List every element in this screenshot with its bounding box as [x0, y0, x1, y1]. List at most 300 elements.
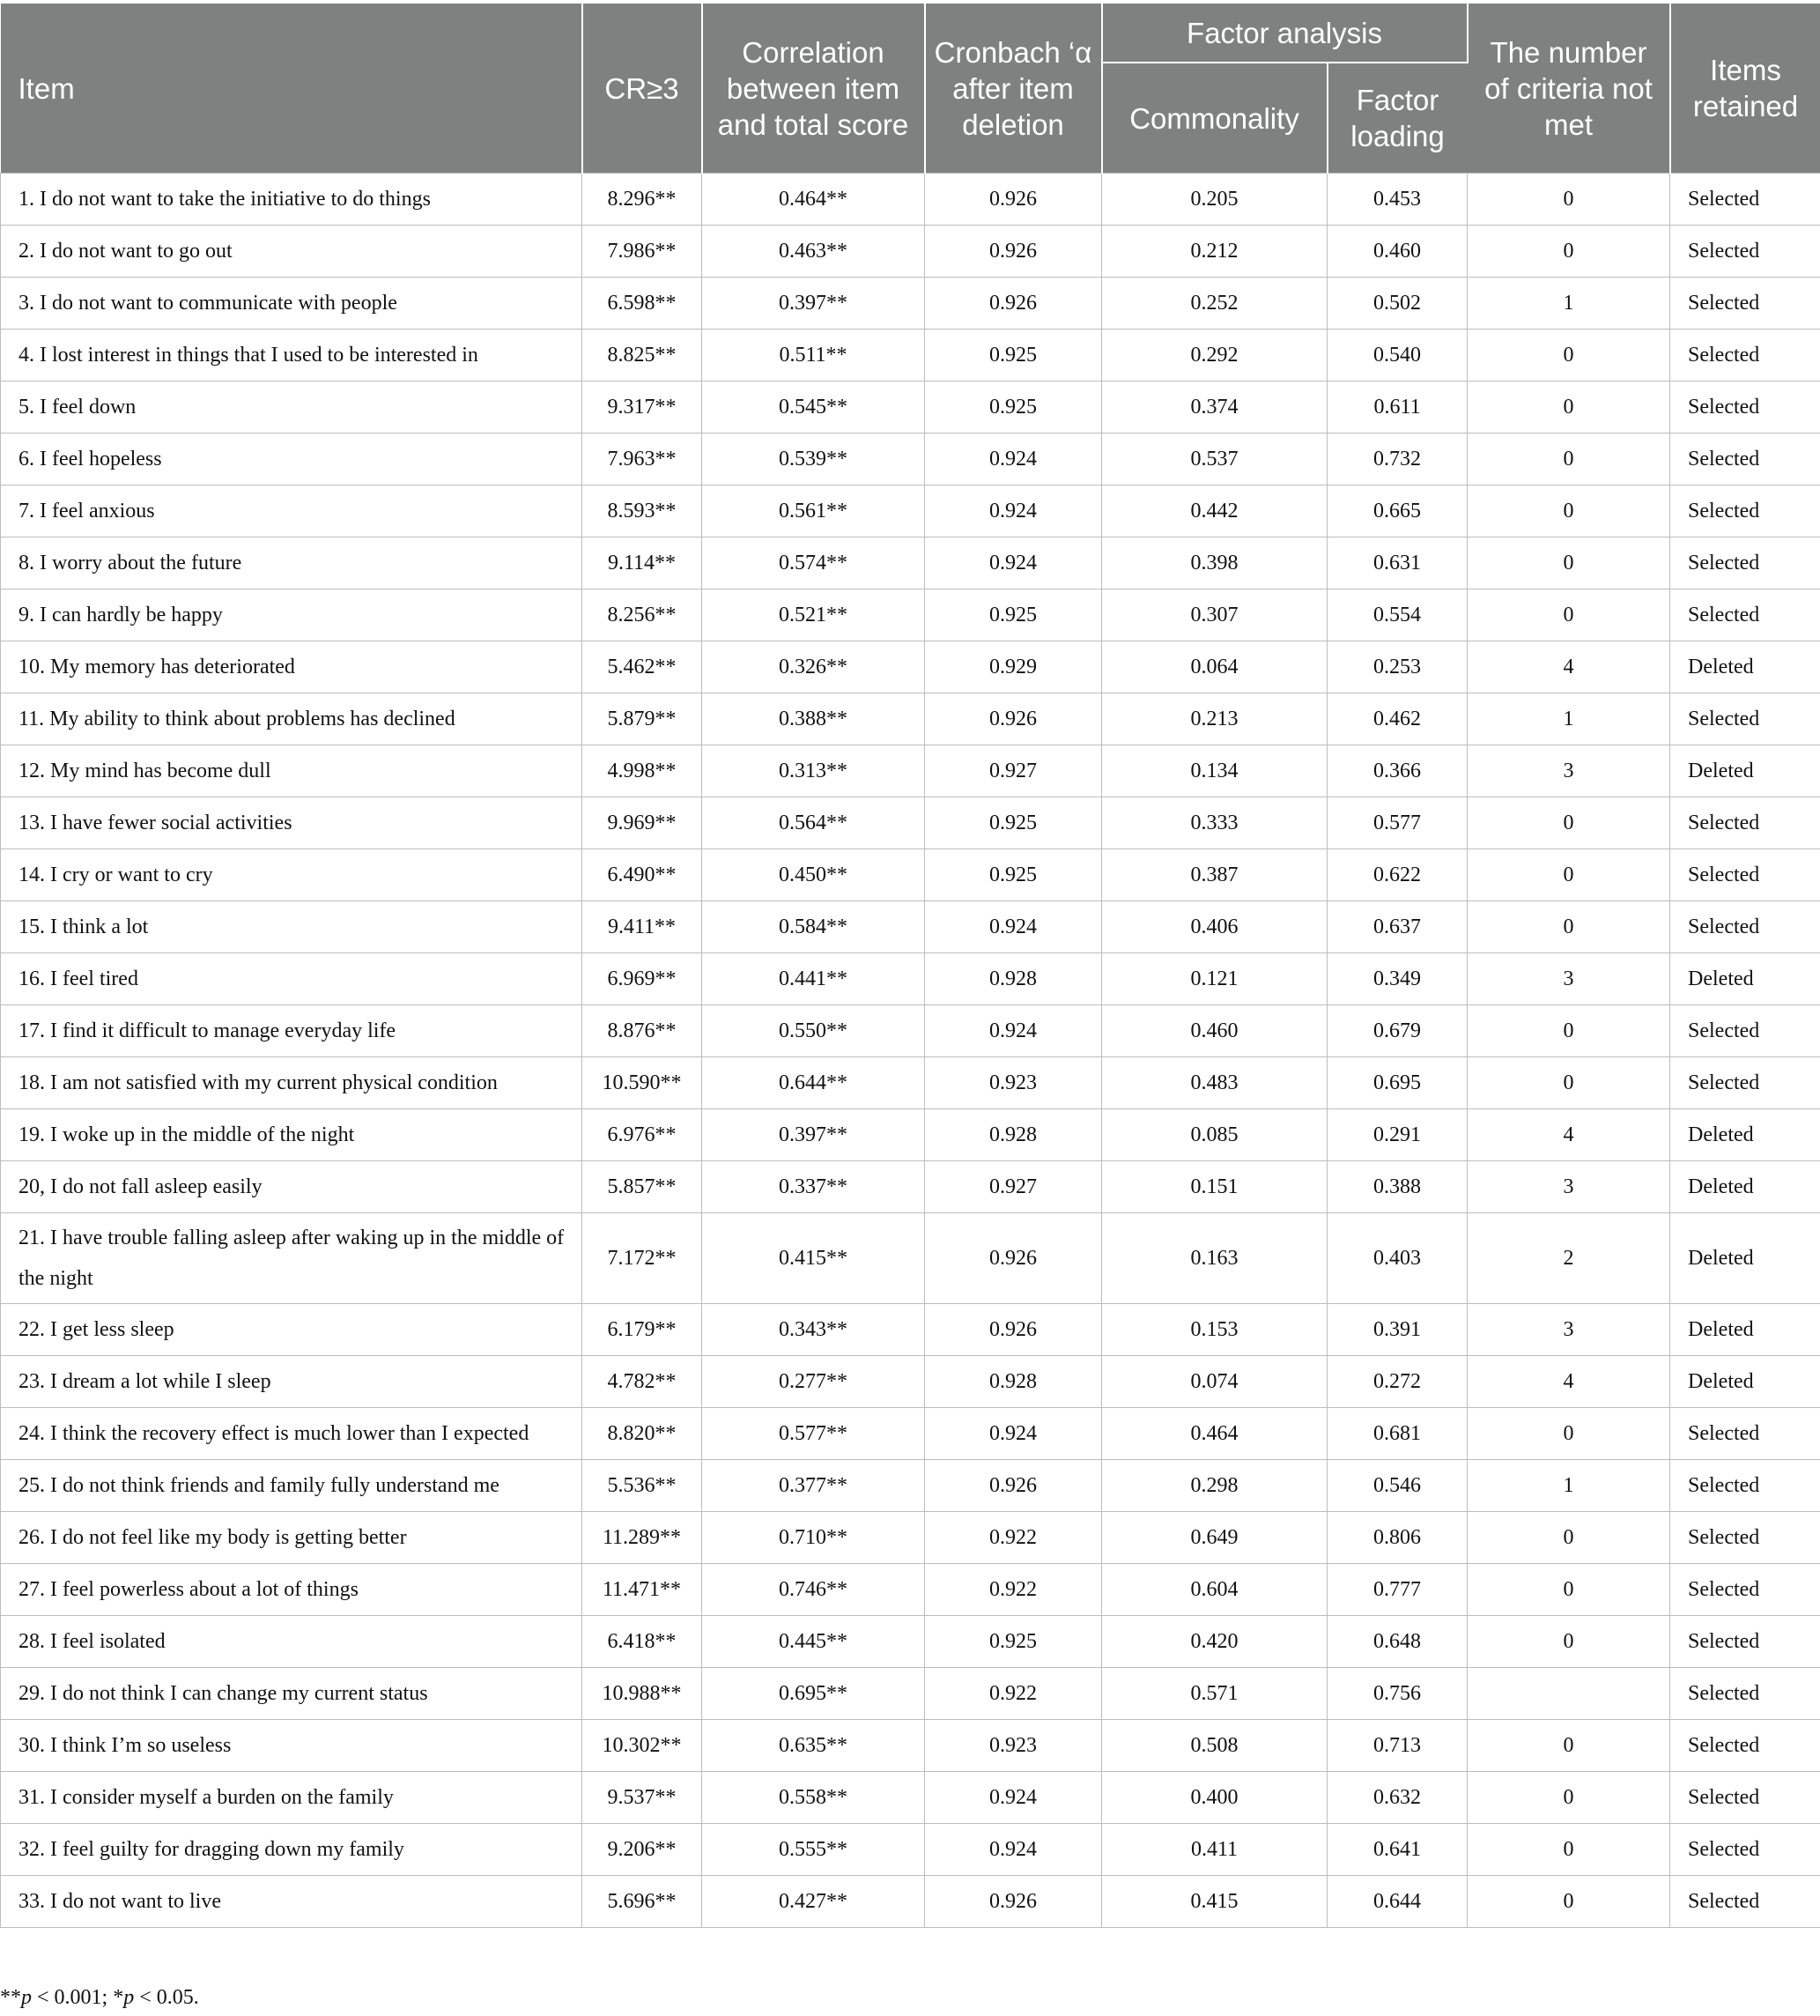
correlation-cell: 0.644**: [702, 1057, 925, 1109]
item-cell: 4. I lost interest in things that I used to be interested in: [1, 330, 582, 382]
correlation-cell: 0.441**: [702, 953, 925, 1005]
correlation-cell: 0.388**: [702, 693, 925, 745]
item-cell: 17. I find it difficult to manage everyday life: [1, 1005, 582, 1057]
commonality-cell: 0.571: [1102, 1668, 1328, 1720]
cronbach-cell: 0.926: [925, 1213, 1102, 1304]
table-row: [1, 1824, 1820, 1876]
criteria-cell: 0: [1468, 1824, 1670, 1876]
footnote-p-2: p: [123, 1986, 135, 2009]
cronbach-cell: 0.925: [925, 849, 1102, 901]
retained-cell: Selected: [1670, 226, 1820, 278]
table-row: [1, 174, 1820, 226]
criteria-cell: [1468, 1668, 1670, 1720]
retained-cell: Selected: [1670, 434, 1820, 485]
retained-cell: Selected: [1670, 1772, 1820, 1824]
table-row: [1, 226, 1820, 278]
header-item: Item: [1, 4, 582, 174]
retained-cell: Selected: [1670, 1876, 1820, 1928]
factor-loading-cell: 0.540: [1328, 330, 1468, 382]
correlation-cell: 0.577**: [702, 1408, 925, 1460]
retained-cell: Deleted: [1670, 1109, 1820, 1161]
table-row: [1, 1720, 1820, 1772]
item-cell: 32. I feel guilty for dragging down my family: [1, 1824, 582, 1876]
retained-cell: Deleted: [1670, 1356, 1820, 1408]
correlation-cell: 0.710**: [702, 1512, 925, 1564]
retained-cell: Selected: [1670, 693, 1820, 745]
retained-cell: Selected: [1670, 1057, 1820, 1109]
table-row: [1, 849, 1820, 901]
commonality-cell: 0.537: [1102, 434, 1328, 485]
correlation-cell: 0.277**: [702, 1356, 925, 1408]
criteria-cell: 3: [1468, 745, 1670, 797]
table-row: [1, 382, 1820, 434]
correlation-cell: 0.397**: [702, 1109, 925, 1161]
item-cell: 1. I do not want to take the initiative to do things: [1, 174, 582, 226]
item-cell: 2. I do not want to go out: [1, 226, 582, 278]
cr-cell: 8.296**: [582, 174, 702, 226]
commonality-cell: 0.400: [1102, 1772, 1328, 1824]
criteria-cell: 0: [1468, 1408, 1670, 1460]
table-row: [1, 745, 1820, 797]
cr-cell: 9.411**: [582, 901, 702, 953]
retained-cell: Selected: [1670, 797, 1820, 849]
cr-cell: 5.879**: [582, 693, 702, 745]
correlation-cell: 0.445**: [702, 1616, 925, 1668]
table-row: [1, 1460, 1820, 1512]
criteria-cell: 0: [1468, 382, 1670, 434]
correlation-cell: 0.558**: [702, 1772, 925, 1824]
cr-cell: 8.825**: [582, 330, 702, 382]
item-cell: 10. My memory has deteriorated: [1, 641, 582, 693]
factor-loading-cell: 0.460: [1328, 226, 1468, 278]
cr-cell: 11.471**: [582, 1564, 702, 1616]
criteria-cell: 0: [1468, 174, 1670, 226]
commonality-cell: 0.252: [1102, 278, 1328, 330]
retained-cell: Selected: [1670, 1720, 1820, 1772]
correlation-cell: 0.521**: [702, 589, 925, 641]
commonality-cell: 0.460: [1102, 1005, 1328, 1057]
item-cell: 24. I think the recovery effect is much lower than I expected: [1, 1408, 582, 1460]
table-row: [1, 901, 1820, 953]
correlation-cell: 0.427**: [702, 1876, 925, 1928]
criteria-cell: 0: [1468, 1005, 1670, 1057]
item-cell: 21. I have trouble falling asleep after waking up in the middle of the night: [1, 1213, 582, 1304]
table-row: [1, 1109, 1820, 1161]
correlation-cell: 0.545**: [702, 382, 925, 434]
table-row: [1, 434, 1820, 485]
correlation-cell: 0.450**: [702, 849, 925, 901]
criteria-cell: 0: [1468, 849, 1670, 901]
commonality-cell: 0.085: [1102, 1109, 1328, 1161]
item-cell: 11. My ability to think about problems has declined: [1, 693, 582, 745]
retained-cell: Selected: [1670, 1512, 1820, 1564]
cronbach-cell: 0.926: [925, 226, 1102, 278]
correlation-cell: 0.464**: [702, 174, 925, 226]
retained-cell: Selected: [1670, 1460, 1820, 1512]
criteria-cell: 3: [1468, 1161, 1670, 1213]
retained-cell: Deleted: [1670, 1161, 1820, 1213]
retained-cell: Selected: [1670, 901, 1820, 953]
commonality-cell: 0.134: [1102, 745, 1328, 797]
cr-cell: 8.593**: [582, 485, 702, 537]
footnote: [0, 1986, 199, 2010]
cr-cell: 5.536**: [582, 1460, 702, 1512]
commonality-cell: 0.212: [1102, 226, 1328, 278]
cronbach-cell: 0.927: [925, 745, 1102, 797]
cr-cell: 4.998**: [582, 745, 702, 797]
item-cell: 18. I am not satisfied with my current physical condition: [1, 1057, 582, 1109]
factor-loading-cell: 0.665: [1328, 485, 1468, 537]
item-cell: 23. I dream a lot while I sleep: [1, 1356, 582, 1408]
correlation-cell: 0.574**: [702, 537, 925, 589]
cronbach-cell: 0.923: [925, 1057, 1102, 1109]
retained-cell: Selected: [1670, 330, 1820, 382]
correlation-cell: 0.337**: [702, 1161, 925, 1213]
footnote-p-1: p: [21, 1986, 32, 2009]
factor-loading-cell: 0.681: [1328, 1408, 1468, 1460]
cronbach-cell: 0.926: [925, 1304, 1102, 1356]
header-criteria-not-met: The number of criteria not met: [1468, 4, 1670, 174]
table-row: [1, 1057, 1820, 1109]
commonality-cell: 0.483: [1102, 1057, 1328, 1109]
cronbach-cell: 0.924: [925, 537, 1102, 589]
correlation-cell: 0.397**: [702, 278, 925, 330]
commonality-cell: 0.464: [1102, 1408, 1328, 1460]
correlation-cell: 0.326**: [702, 641, 925, 693]
cronbach-cell: 0.926: [925, 278, 1102, 330]
item-cell: 29. I do not think I can change my current status: [1, 1668, 582, 1720]
correlation-cell: 0.415**: [702, 1213, 925, 1304]
item-cell: 7. I feel anxious: [1, 485, 582, 537]
item-cell: 5. I feel down: [1, 382, 582, 434]
factor-loading-cell: 0.713: [1328, 1720, 1468, 1772]
criteria-cell: 0: [1468, 226, 1670, 278]
cr-cell: 6.490**: [582, 849, 702, 901]
commonality-cell: 0.508: [1102, 1720, 1328, 1772]
correlation-cell: 0.343**: [702, 1304, 925, 1356]
table-row: [1, 797, 1820, 849]
table-row: [1, 1772, 1820, 1824]
cronbach-cell: 0.925: [925, 797, 1102, 849]
factor-loading-cell: 0.637: [1328, 901, 1468, 953]
table-row: [1, 278, 1820, 330]
correlation-cell: 0.463**: [702, 226, 925, 278]
cr-cell: 9.969**: [582, 797, 702, 849]
cr-cell: 6.598**: [582, 278, 702, 330]
header-cr: CR≥3: [582, 4, 702, 174]
item-cell: 9. I can hardly be happy: [1, 589, 582, 641]
table-row: [1, 1356, 1820, 1408]
correlation-cell: 0.746**: [702, 1564, 925, 1616]
cr-cell: 10.590**: [582, 1057, 702, 1109]
retained-cell: Selected: [1670, 278, 1820, 330]
correlation-cell: 0.555**: [702, 1824, 925, 1876]
commonality-cell: 0.415: [1102, 1876, 1328, 1928]
table-row: [1, 1512, 1820, 1564]
cr-cell: 9.114**: [582, 537, 702, 589]
cronbach-cell: 0.924: [925, 1408, 1102, 1460]
cronbach-cell: 0.924: [925, 1824, 1102, 1876]
commonality-cell: 0.604: [1102, 1564, 1328, 1616]
commonality-cell: 0.151: [1102, 1161, 1328, 1213]
factor-loading-cell: 0.611: [1328, 382, 1468, 434]
factor-loading-cell: 0.502: [1328, 278, 1468, 330]
correlation-cell: 0.564**: [702, 797, 925, 849]
retained-cell: Selected: [1670, 1005, 1820, 1057]
table-row: [1, 1564, 1820, 1616]
criteria-cell: 0: [1468, 1512, 1670, 1564]
cr-cell: 6.969**: [582, 953, 702, 1005]
item-cell: 31. I consider myself a burden on the family: [1, 1772, 582, 1824]
cr-cell: 5.857**: [582, 1161, 702, 1213]
criteria-cell: 0: [1468, 537, 1670, 589]
factor-loading-cell: 0.695: [1328, 1057, 1468, 1109]
table-row: [1, 485, 1820, 537]
commonality-cell: 0.420: [1102, 1616, 1328, 1668]
cr-cell: 8.876**: [582, 1005, 702, 1057]
cronbach-cell: 0.922: [925, 1564, 1102, 1616]
commonality-cell: 0.442: [1102, 485, 1328, 537]
table-row: [1, 537, 1820, 589]
commonality-cell: 0.387: [1102, 849, 1328, 901]
criteria-cell: 1: [1468, 1460, 1670, 1512]
factor-loading-cell: 0.806: [1328, 1512, 1468, 1564]
table-row: [1, 1616, 1820, 1668]
item-cell: 22. I get less sleep: [1, 1304, 582, 1356]
factor-loading-cell: 0.679: [1328, 1005, 1468, 1057]
commonality-cell: 0.292: [1102, 330, 1328, 382]
item-cell: 20, I do not fall asleep easily: [1, 1161, 582, 1213]
table-row: [1, 1161, 1820, 1213]
cronbach-cell: 0.926: [925, 693, 1102, 745]
item-cell: 30. I think I’m so useless: [1, 1720, 582, 1772]
factor-loading-cell: 0.632: [1328, 1772, 1468, 1824]
commonality-cell: 0.121: [1102, 953, 1328, 1005]
factor-loading-cell: 0.453: [1328, 174, 1468, 226]
footnote-text-1: < 0.001;: [32, 1986, 114, 2009]
item-cell: 19. I woke up in the middle of the night: [1, 1109, 582, 1161]
cr-cell: 9.206**: [582, 1824, 702, 1876]
criteria-cell: 0: [1468, 434, 1670, 485]
commonality-cell: 0.205: [1102, 174, 1328, 226]
criteria-cell: 0: [1468, 589, 1670, 641]
retained-cell: Deleted: [1670, 745, 1820, 797]
correlation-cell: 0.511**: [702, 330, 925, 382]
factor-loading-cell: 0.291: [1328, 1109, 1468, 1161]
cr-cell: 10.988**: [582, 1668, 702, 1720]
footnote-text-2: < 0.05.: [134, 1986, 199, 2009]
header-items-retained: Items retained: [1670, 4, 1820, 174]
item-cell: 15. I think a lot: [1, 901, 582, 953]
cr-cell: 5.462**: [582, 641, 702, 693]
item-cell: 6. I feel hopeless: [1, 434, 582, 485]
correlation-cell: 0.539**: [702, 434, 925, 485]
cronbach-cell: 0.925: [925, 330, 1102, 382]
commonality-cell: 0.374: [1102, 382, 1328, 434]
cronbach-cell: 0.924: [925, 901, 1102, 953]
cr-cell: 9.537**: [582, 1772, 702, 1824]
factor-loading-cell: 0.388: [1328, 1161, 1468, 1213]
item-cell: 33. I do not want to live: [1, 1876, 582, 1928]
criteria-cell: 0: [1468, 1876, 1670, 1928]
commonality-cell: 0.307: [1102, 589, 1328, 641]
factor-loading-cell: 0.554: [1328, 589, 1468, 641]
factor-loading-cell: 0.403: [1328, 1213, 1468, 1304]
commonality-cell: 0.298: [1102, 1460, 1328, 1512]
criteria-cell: 0: [1468, 1057, 1670, 1109]
cronbach-cell: 0.924: [925, 1772, 1102, 1824]
commonality-cell: 0.333: [1102, 797, 1328, 849]
factor-loading-cell: 0.777: [1328, 1564, 1468, 1616]
cr-cell: 11.289**: [582, 1512, 702, 1564]
table-row: [1, 1408, 1820, 1460]
cronbach-cell: 0.924: [925, 1005, 1102, 1057]
cr-cell: 9.317**: [582, 382, 702, 434]
retained-cell: Deleted: [1670, 1304, 1820, 1356]
factor-loading-cell: 0.462: [1328, 693, 1468, 745]
cronbach-cell: 0.929: [925, 641, 1102, 693]
cr-cell: 4.782**: [582, 1356, 702, 1408]
table-row: [1, 1005, 1820, 1057]
header-factor-analysis: Factor analysis: [1102, 4, 1468, 63]
table-row: [1, 953, 1820, 1005]
cronbach-cell: 0.926: [925, 1460, 1102, 1512]
commonality-cell: 0.213: [1102, 693, 1328, 745]
header-commonality: Commonality: [1102, 63, 1328, 174]
cr-cell: 6.976**: [582, 1109, 702, 1161]
cronbach-cell: 0.924: [925, 434, 1102, 485]
table-row: [1, 1304, 1820, 1356]
correlation-cell: 0.550**: [702, 1005, 925, 1057]
cronbach-cell: 0.928: [925, 1356, 1102, 1408]
commonality-cell: 0.064: [1102, 641, 1328, 693]
criteria-cell: 2: [1468, 1213, 1670, 1304]
cr-cell: 5.696**: [582, 1876, 702, 1928]
item-cell: 26. I do not feel like my body is getting better: [1, 1512, 582, 1564]
footnote-stars-1: **: [0, 1986, 21, 2009]
table-row: [1, 589, 1820, 641]
cronbach-cell: 0.928: [925, 1109, 1102, 1161]
criteria-cell: 0: [1468, 330, 1670, 382]
cr-cell: 6.418**: [582, 1616, 702, 1668]
cronbach-cell: 0.926: [925, 1876, 1102, 1928]
header-cronbach: Cronbach ‘α after item deletion: [925, 4, 1102, 174]
cr-cell: 6.179**: [582, 1304, 702, 1356]
commonality-cell: 0.074: [1102, 1356, 1328, 1408]
retained-cell: Deleted: [1670, 1213, 1820, 1304]
factor-loading-cell: 0.641: [1328, 1824, 1468, 1876]
cronbach-cell: 0.925: [925, 589, 1102, 641]
criteria-cell: 0: [1468, 797, 1670, 849]
retained-cell: Selected: [1670, 485, 1820, 537]
retained-cell: Selected: [1670, 537, 1820, 589]
item-cell: 28. I feel isolated: [1, 1616, 582, 1668]
factor-loading-cell: 0.644: [1328, 1876, 1468, 1928]
criteria-cell: 1: [1468, 278, 1670, 330]
factor-loading-cell: 0.391: [1328, 1304, 1468, 1356]
retained-cell: Selected: [1670, 1408, 1820, 1460]
table-row: [1, 1668, 1820, 1720]
cronbach-cell: 0.928: [925, 953, 1102, 1005]
correlation-cell: 0.313**: [702, 745, 925, 797]
factor-loading-cell: 0.648: [1328, 1616, 1468, 1668]
cr-cell: 10.302**: [582, 1720, 702, 1772]
table-row: [1, 693, 1820, 745]
table-body: [1, 174, 1820, 1928]
cronbach-cell: 0.922: [925, 1512, 1102, 1564]
factor-loading-cell: 0.253: [1328, 641, 1468, 693]
criteria-cell: 1: [1468, 693, 1670, 745]
item-cell: 27. I feel powerless about a lot of things: [1, 1564, 582, 1616]
retained-cell: Selected: [1670, 1668, 1820, 1720]
item-cell: 14. I cry or want to cry: [1, 849, 582, 901]
cronbach-cell: 0.926: [925, 174, 1102, 226]
cr-cell: 7.172**: [582, 1213, 702, 1304]
commonality-cell: 0.153: [1102, 1304, 1328, 1356]
criteria-cell: 4: [1468, 1356, 1670, 1408]
retained-cell: Selected: [1670, 174, 1820, 226]
cronbach-cell: 0.923: [925, 1720, 1102, 1772]
factor-loading-cell: 0.756: [1328, 1668, 1468, 1720]
criteria-cell: 3: [1468, 953, 1670, 1005]
cronbach-cell: 0.922: [925, 1668, 1102, 1720]
criteria-cell: 0: [1468, 485, 1670, 537]
cr-cell: 8.256**: [582, 589, 702, 641]
criteria-cell: 0: [1468, 1564, 1670, 1616]
commonality-cell: 0.649: [1102, 1512, 1328, 1564]
retained-cell: Selected: [1670, 589, 1820, 641]
criteria-cell: 3: [1468, 1304, 1670, 1356]
factor-loading-cell: 0.272: [1328, 1356, 1468, 1408]
commonality-cell: 0.406: [1102, 901, 1328, 953]
retained-cell: Selected: [1670, 382, 1820, 434]
table-row: [1, 330, 1820, 382]
item-cell: 3. I do not want to communicate with people: [1, 278, 582, 330]
item-cell: 8. I worry about the future: [1, 537, 582, 589]
cronbach-cell: 0.927: [925, 1161, 1102, 1213]
retained-cell: Selected: [1670, 1616, 1820, 1668]
factor-loading-cell: 0.622: [1328, 849, 1468, 901]
factor-loading-cell: 0.577: [1328, 797, 1468, 849]
cronbach-cell: 0.925: [925, 382, 1102, 434]
cr-cell: 7.963**: [582, 434, 702, 485]
table-row: [1, 1213, 1820, 1304]
cr-cell: 7.986**: [582, 226, 702, 278]
table-row: [1, 1876, 1820, 1928]
table-row: [1, 641, 1820, 693]
commonality-cell: 0.163: [1102, 1213, 1328, 1304]
factor-loading-cell: 0.349: [1328, 953, 1468, 1005]
factor-loading-cell: 0.366: [1328, 745, 1468, 797]
cr-cell: 8.820**: [582, 1408, 702, 1460]
correlation-cell: 0.377**: [702, 1460, 925, 1512]
correlation-cell: 0.584**: [702, 901, 925, 953]
commonality-cell: 0.398: [1102, 537, 1328, 589]
cronbach-cell: 0.925: [925, 1616, 1102, 1668]
retained-cell: Selected: [1670, 1564, 1820, 1616]
footnote-stars-2: *: [113, 1986, 124, 2009]
correlation-cell: 0.635**: [702, 1720, 925, 1772]
header-factor-loading: Factor loading: [1328, 63, 1468, 174]
retained-cell: Selected: [1670, 849, 1820, 901]
item-cell: 16. I feel tired: [1, 953, 582, 1005]
correlation-cell: 0.695**: [702, 1668, 925, 1720]
correlation-cell: 0.561**: [702, 485, 925, 537]
retained-cell: Deleted: [1670, 953, 1820, 1005]
criteria-cell: 4: [1468, 641, 1670, 693]
commonality-cell: 0.411: [1102, 1824, 1328, 1876]
item-cell: 13. I have fewer social activities: [1, 797, 582, 849]
